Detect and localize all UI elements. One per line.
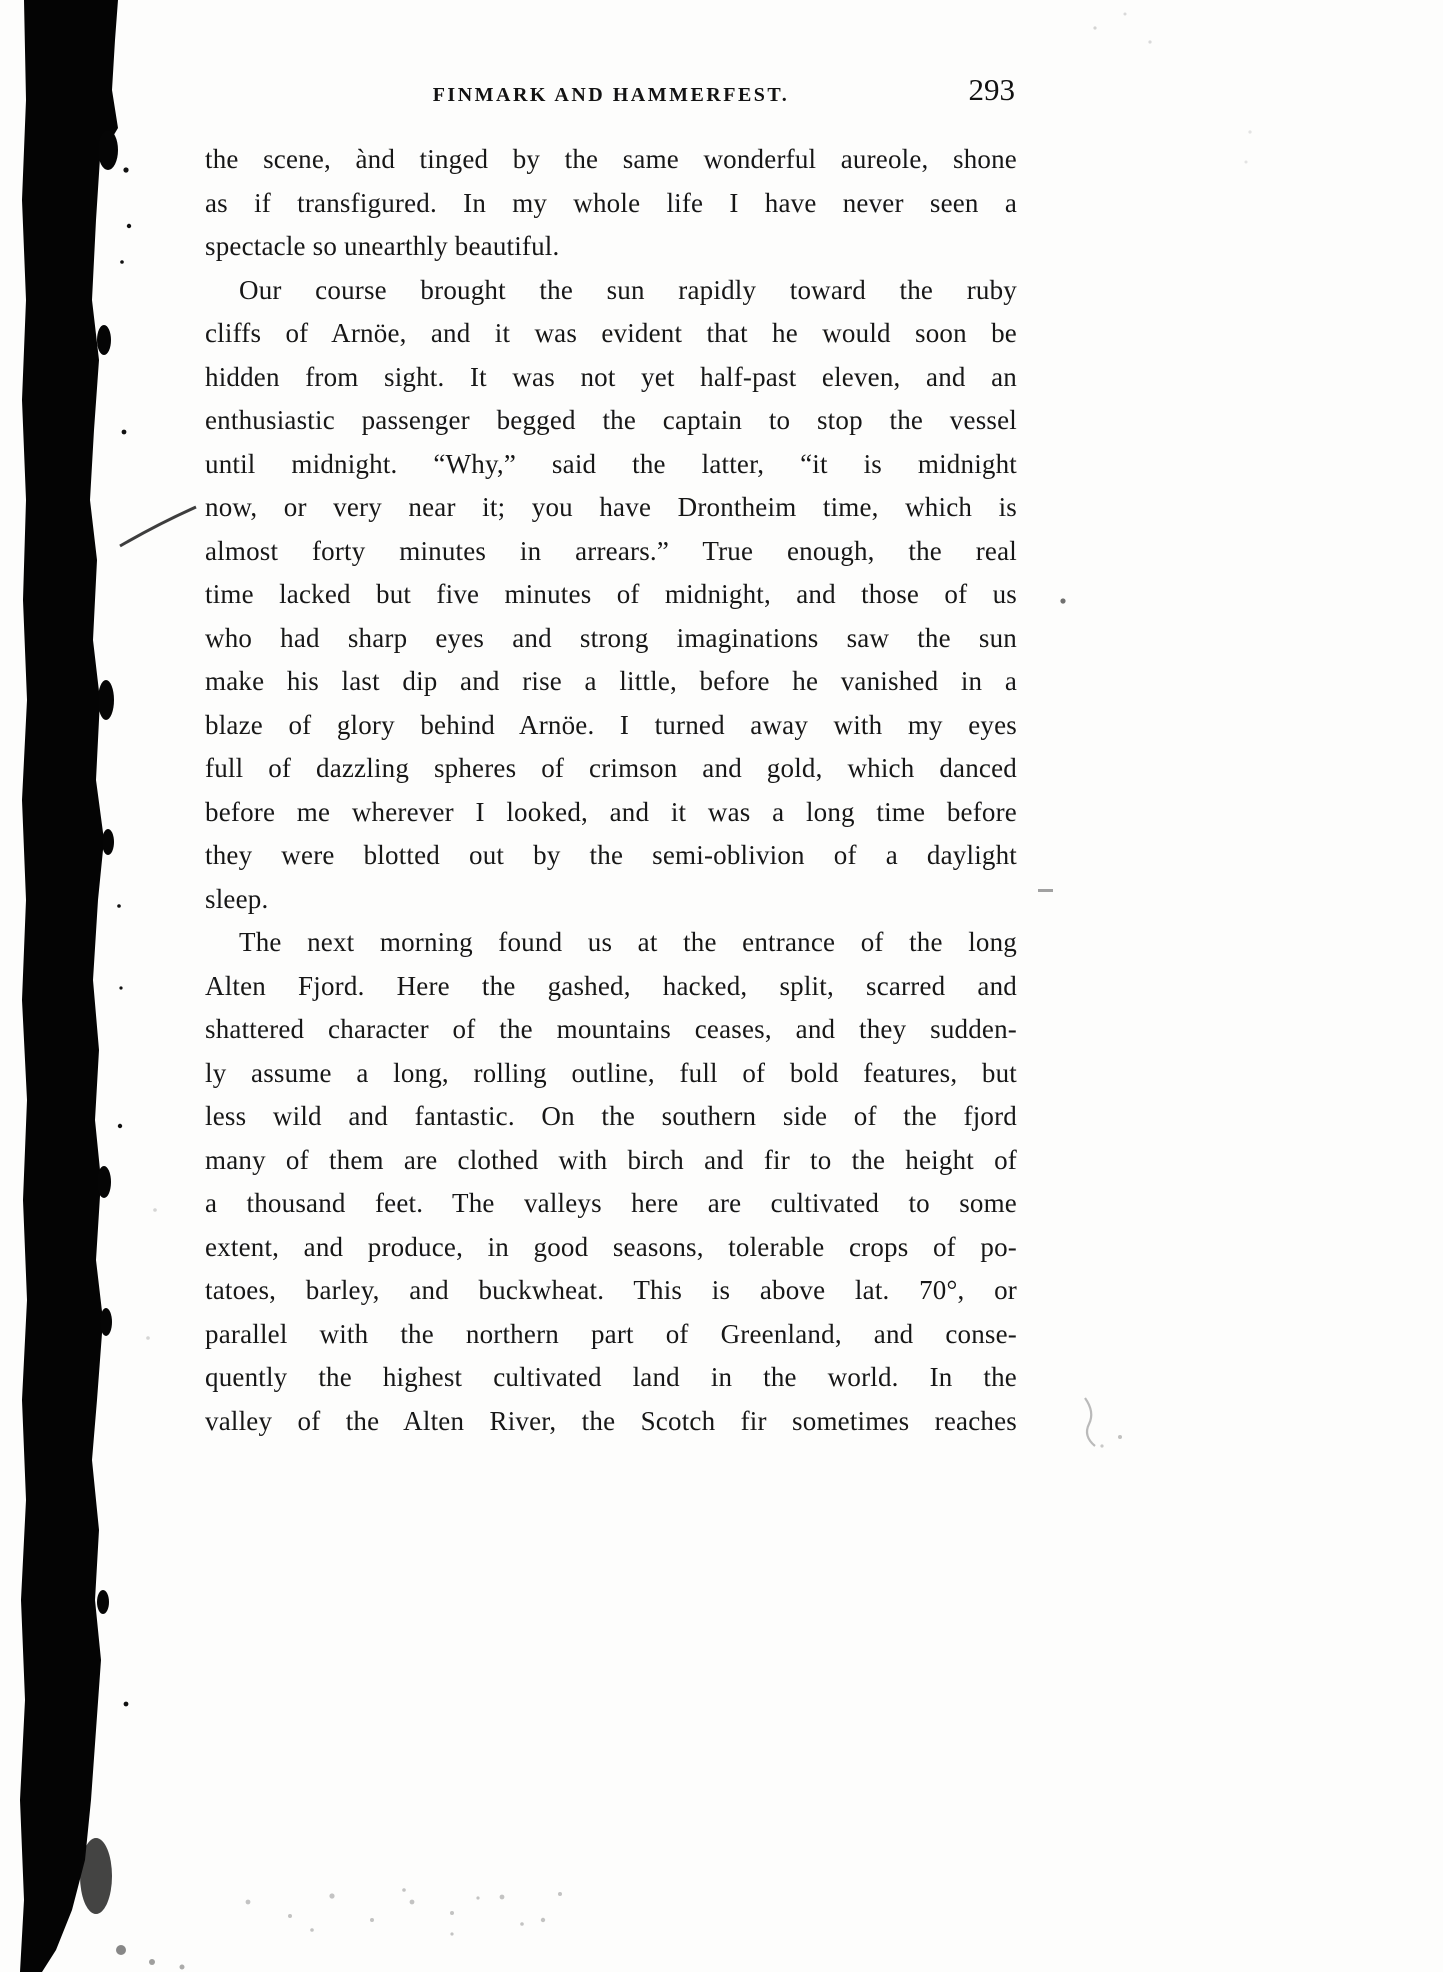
bottom-speckles	[246, 1888, 562, 1935]
binding-blobs	[80, 130, 118, 1914]
paragraph	[205, 138, 1017, 269]
text-line: less wild and fantastic. On the southern side of the fjord	[205, 1101, 1017, 1131]
text-line: a thousand feet. The valleys here are cultivated to some	[205, 1188, 1017, 1218]
edge-specks	[116, 167, 185, 1969]
text-line: tatoes, barley, and buckwheat. This is above lat. 70°, or	[205, 1275, 1017, 1305]
diagonal-mark	[120, 507, 196, 546]
page-body	[205, 138, 1017, 1443]
paragraph	[205, 921, 1017, 1443]
text-line: who had sharp eyes and strong imaginations saw the sun	[205, 622, 1017, 653]
text-line: until midnight. “Why,” said the latter, “it is midnight	[205, 448, 1017, 479]
text-line: the scene, ànd tinged by the same wonderful aureole, shone	[205, 144, 1017, 174]
text-line: spectacle so unearthly beautiful.	[205, 231, 560, 261]
text-line: blaze of glory behind Arnöe. I turned away with my eyes	[205, 709, 1017, 740]
text-line: quently the highest cultivated land in the world. In the	[205, 1362, 1017, 1392]
paragraph	[205, 269, 1017, 922]
text-line: sleep.	[205, 883, 269, 914]
text-line: they were blotted out by the semi-oblivion of a daylight	[205, 840, 1017, 870]
text-line: many of them are clothed with birch and fir to the height of	[205, 1144, 1017, 1175]
text-line: now, or very near it; you have Drontheim time, which is	[205, 492, 1017, 522]
text-line: full of dazzling spheres of crimson and gold, which danced	[205, 753, 1017, 783]
text-line: Alten Fjord. Here the gashed, hacked, split, scarred and	[205, 970, 1017, 1001]
text-line: as if transfigured. In my whole life I have never seen a	[205, 187, 1017, 218]
binding-shadow	[20, 0, 118, 1972]
text-line: valley of the Alten River, the Scotch fir sometimes reaches	[205, 1405, 1017, 1436]
page-header	[205, 74, 1017, 118]
text-line: The next morning found us at the entrance of the long	[239, 927, 1017, 957]
text-line: ly assume a long, rolling outline, full of bold features, but	[205, 1057, 1017, 1088]
text-line: cliffs of Arnöe, and it was evident that he would soon be	[205, 318, 1017, 348]
text-line: make his last dip and rise a little, before he vanished in a	[205, 666, 1017, 696]
text-line: enthusiastic passenger begged the captain to stop the vessel	[205, 405, 1017, 435]
text-line: time lacked but five minutes of midnight, and those of us	[205, 579, 1017, 609]
text-line: almost forty minutes in arrears.” True enough, the real	[205, 535, 1017, 566]
text-line: extent, and produce, in good seasons, tolerable crops of po-	[205, 1231, 1017, 1262]
text-line: before me wherever I looked, and it was a long time before	[205, 796, 1017, 827]
page-number: 293	[968, 72, 1015, 107]
running-head-title: FINMARK AND HAMMERFEST.	[432, 84, 790, 106]
text-line: hidden from sight. It was not yet half-past eleven, and an	[205, 361, 1017, 392]
text-line: Our course brought the sun rapidly toward the ruby	[239, 274, 1017, 305]
text-line: shattered character of the mountains ceases, and they sudden-	[205, 1014, 1017, 1044]
text-line: parallel with the northern part of Greenland, and conse-	[205, 1318, 1017, 1349]
